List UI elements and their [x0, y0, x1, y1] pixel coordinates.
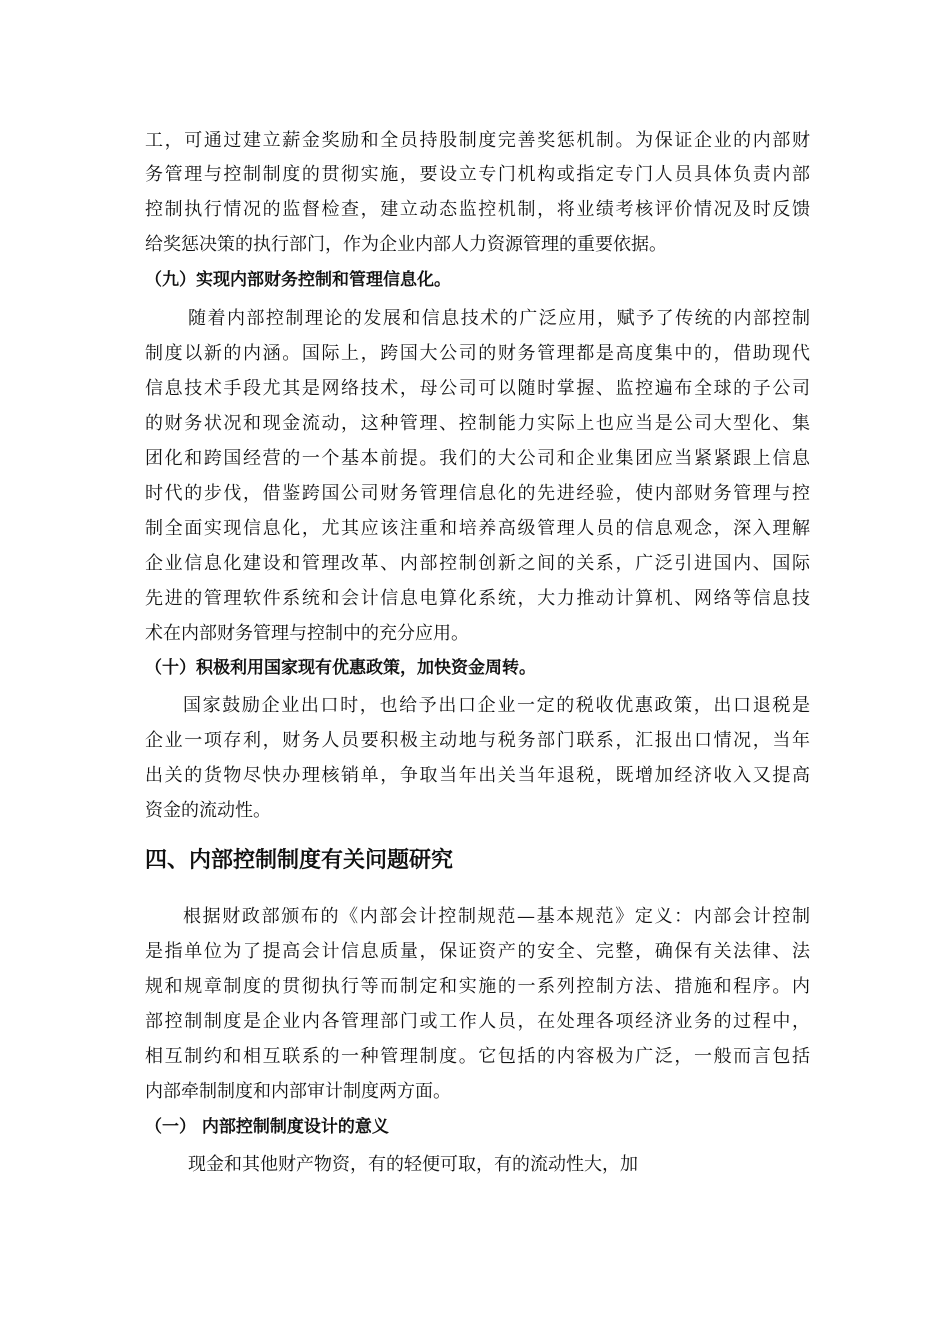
paragraph-line: 内部牵制制度和内部审计制度两方面。 [145, 1081, 451, 1102]
paragraph-line: 企业信息化建设和管理改革、内部控制创新之间的关系，广泛引进国内、国际 [145, 553, 810, 574]
paragraph-line: 时代的步伐，借鉴跨国公司财务管理信息化的先进经验，使内部财务管理与控 [145, 483, 810, 504]
subheading-nine: （九）实现内部财务控制和管理信息化。 [145, 270, 451, 290]
paragraph-line: 给奖惩决策的执行部门，作为企业内部人力资源管理的重要依据。 [145, 234, 667, 255]
paragraph-line: 现金和其他财产物资，有的轻便可取，有的流动性大，加 [188, 1154, 638, 1175]
paragraph-line: 务管理与控制制度的贯彻实施，要设立专门机构或指定专门人员具体负责内部 [145, 164, 810, 185]
paragraph-line: 部控制制度是企业内各管理部门或工作人员，在处理各项经济业务的过程中， [145, 1011, 810, 1032]
subheading-one: （一） 内部控制制度设计的意义 [145, 1117, 389, 1137]
subheading-ten: （十）积极利用国家现有优惠政策，加快资金周转。 [145, 658, 536, 678]
paragraph-line: 先进的管理软件系统和会计信息电算化系统，大力推动计算机、网络等信息技 [145, 588, 810, 609]
paragraph-line: 出关的货物尽快办理核销单，争取当年出关当年退税，既增加经济收入又提高 [145, 765, 810, 786]
section-heading: 四、内部控制制度有关问题研究 [145, 848, 454, 873]
paragraph-line: 是指单位为了提高会计信息质量，保证资产的安全、完整，确保有关法律、法 [145, 941, 810, 962]
paragraph-line: 团化和跨国经营的一个基本前提。我们的大公司和企业集团应当紧紧跟上信息 [145, 448, 810, 469]
paragraph-line: 企业一项存利，财务人员要积极主动地与税务部门联系，汇报出口情况，当年 [145, 730, 810, 751]
paragraph-line: 资金的流动性。 [145, 800, 271, 821]
paragraph-line: 相互制约和相互联系的一种管理制度。它包括的内容极为广泛，一般而言包括 [145, 1046, 810, 1067]
paragraph-line: 控制执行情况的监督检查，建立动态监控机制，将业绩考核评价情况及时反馈 [145, 199, 810, 220]
paragraph-line: 的财务状况和现金流动，这种管理、控制能力实际上也应当是公司大型化、集 [145, 413, 810, 434]
paragraph-line: 信息技术手段尤其是网络技术，母公司可以随时掌握、监控遍布全球的子公司 [145, 378, 810, 399]
paragraph-line: 规和规章制度的贯彻执行等而制定和实施的一系列控制方法、措施和程序。内 [145, 976, 810, 997]
paragraph-line: 根据财政部颁布的《内部会计控制规范—基本规范》定义：内部会计控制 [183, 906, 810, 927]
paragraph-line: 国家鼓励企业出口时，也给予出口企业一定的税收优惠政策，出口退税是 [183, 695, 810, 716]
paragraph-line: 工，可通过建立薪金奖励和全员持股制度完善奖惩机制。为保证企业的内部财 [145, 130, 810, 151]
paragraph-line: 术在内部财务管理与控制中的充分应用。 [145, 623, 469, 644]
paragraph-line: 制全面实现信息化，尤其应该注重和培养高级管理人员的信息观念，深入理解 [145, 518, 810, 539]
paragraph-line: 制度以新的内涵。国际上，跨国大公司的财务管理都是高度集中的，借助现代 [145, 343, 810, 364]
paragraph-line: 随着内部控制理论的发展和信息技术的广泛应用，赋予了传统的内部控制 [188, 308, 810, 329]
